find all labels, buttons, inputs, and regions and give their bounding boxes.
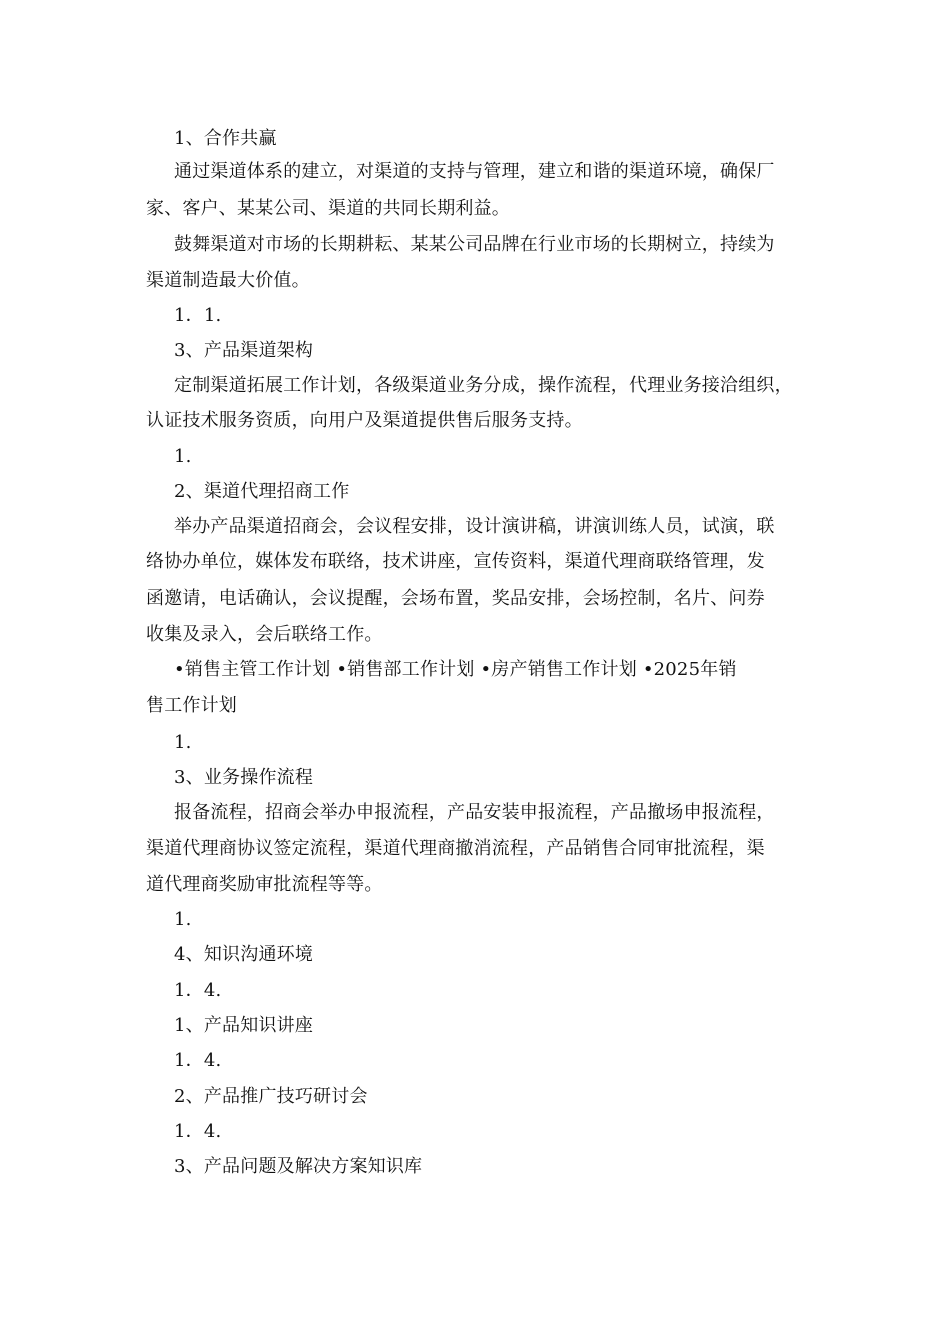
paragraph-line: 通过渠道体系的建立，对渠道的支持与管理，建立和谐的渠道环境，确保厂 bbox=[174, 161, 775, 182]
paragraph-line: 函邀请，电话确认，会议提醒，会场布置，奖品安排，会场控制，名片、问券 bbox=[146, 588, 765, 609]
paragraph-line: 报备流程，招商会举办申报流程，产品安装申报流程，产品撤场申报流程， bbox=[174, 802, 775, 823]
paragraph-line: 家、客户、某某公司、渠道的共同长期利益。 bbox=[146, 198, 510, 219]
paragraph-line: 渠道制造最大价值。 bbox=[146, 270, 310, 291]
paragraph-line: 络协办单位，媒体发布联络，技术讲座，宣传资料，渠道代理商联络管理，发 bbox=[146, 551, 765, 572]
heading-knowledge-base: 3、产品问题及解决方案知识库 bbox=[174, 1156, 423, 1177]
related-links-line[interactable]: •销售主管工作计划 •销售部工作计划 •房产销售工作计划 •2025年销 bbox=[174, 659, 737, 680]
section-number: 1. bbox=[174, 732, 192, 753]
paragraph-line: 举办产品渠道招商会，会议程安排，设计演讲稿，讲演训练人员，试演，联 bbox=[174, 516, 775, 537]
paragraph-line: 道代理商奖励审批流程等等。 bbox=[146, 874, 383, 895]
heading-promotion-seminar: 2、产品推广技巧研讨会 bbox=[174, 1086, 368, 1107]
section-number: 1. bbox=[174, 446, 192, 467]
heading-product-lectures: 1、产品知识讲座 bbox=[174, 1015, 314, 1036]
paragraph-line: 认证技术服务资质，向用户及渠道提供售后服务支持。 bbox=[146, 410, 583, 431]
section-number: 1．4. bbox=[174, 1121, 222, 1142]
paragraph-line: 渠道代理商协议签定流程，渠道代理商撤消流程，产品销售合同审批流程，渠 bbox=[146, 838, 765, 859]
section-number: 1．4. bbox=[174, 1050, 222, 1071]
heading-knowledge-environment: 4、知识沟通环境 bbox=[174, 944, 314, 965]
heading-channel-agent-recruitment: 2、渠道代理招商工作 bbox=[174, 481, 350, 502]
related-links-line[interactable]: 售工作计划 bbox=[146, 695, 237, 716]
paragraph-line: 鼓舞渠道对市场的长期耕耘、某某公司品牌在行业市场的长期树立，持续为 bbox=[174, 234, 775, 255]
section-number: 1．1. bbox=[174, 305, 222, 326]
paragraph-line: 定制渠道拓展工作计划，各级渠道业务分成，操作流程，代理业务接洽组织， bbox=[174, 375, 793, 396]
heading-cooperation-winwin: 1、合作共赢 bbox=[174, 128, 277, 149]
section-number: 1. bbox=[174, 909, 192, 930]
heading-business-process: 3、业务操作流程 bbox=[174, 767, 314, 788]
heading-channel-structure: 3、产品渠道架构 bbox=[174, 340, 314, 361]
paragraph-line: 收集及录入，会后联络工作。 bbox=[146, 624, 383, 645]
section-number: 1．4. bbox=[174, 980, 222, 1001]
